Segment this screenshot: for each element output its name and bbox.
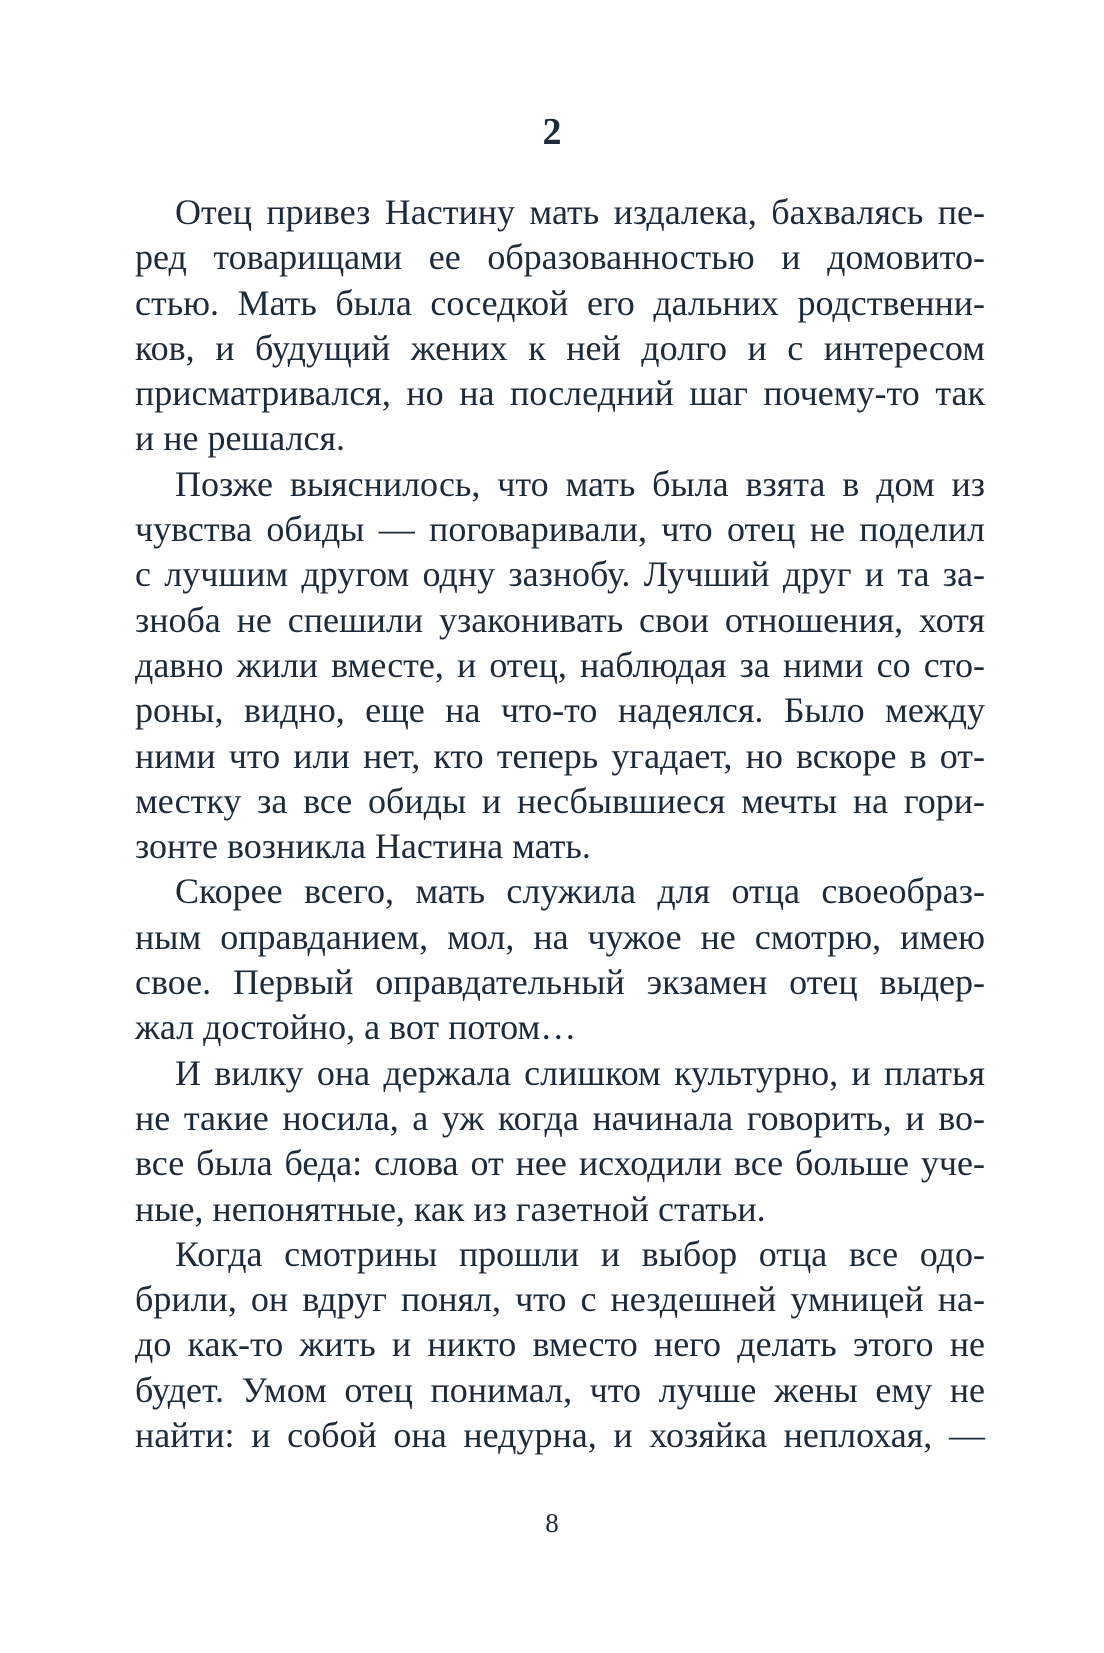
text-line: ным оправданием, мол, на чужое не смотрю, имею [135,916,985,957]
text-line: Когда смотрины прошли и выбор отца все одо- [175,1233,985,1274]
text-line: будет. Умом отец понимал, что лучше жены ему не [135,1369,985,1410]
text-line: Позже выяснилось, что мать была взята в дом из [175,463,985,504]
text-line: местку за все обиды и несбывшиеся мечты на гори- [135,780,985,821]
text-line: с лучшим другом одну зазнобу. Лучший друг и та за- [135,554,985,595]
body-text [135,190,985,1458]
text-line: присматривался, но на последний шаг почему-то так [135,373,985,414]
page-number: 8 [545,1508,559,1538]
text-line: и не решался. [135,418,346,459]
text-line: стью. Мать была соседкой его дальних родственни- [135,282,985,323]
text-line: давно жили вместе, и отец, наблюдая за ними со сто- [135,644,985,685]
text-line: ков, и будущий жених к ней долго и с интересом [135,327,985,368]
text-line: И вилку она держала слишком культурно, и платья [175,1052,985,1093]
text-line: чувства обиды — поговаривали, что отец не поделил [135,509,985,550]
text-line: Скорее всего, мать служила для отца своеобраз- [175,871,985,912]
text-line: роны, видно, еще на что-то надеялся. Было между [135,690,985,731]
text-line: жал достойно, а вот потом… [135,1007,577,1048]
text-line: свое. Первый оправдательный экзамен отец выдер- [135,962,985,1003]
text-line: зонте возникла Настина мать. [135,826,591,867]
text-line: все была беда: слова от нее исходили все больше уче- [135,1143,985,1184]
text-line: ред товарищами ее образованностью и домовито- [135,237,985,278]
text-line: Отец привез Настину мать издалека, бахвалясь пе- [175,192,985,232]
text-line: ные, непонятные, как из газетной статьи. [135,1188,766,1229]
chapter-number: 2 [542,111,562,153]
text-line: ними что или нет, кто теперь угадает, но вскоре в от- [135,735,985,776]
text-line: до как-то жить и никто вместо него делать этого не [135,1324,985,1365]
text-line: зноба не спешили узаконивать свои отношения, хотя [135,599,985,640]
text-line: брили, он вдруг понял, что с нездешней умницей на- [135,1279,985,1320]
text-line: найти: и собой она недурна, и хозяйка неплохая, — [135,1415,985,1456]
text-line: не такие носила, а уж когда начинала говорить, и во- [135,1097,985,1138]
